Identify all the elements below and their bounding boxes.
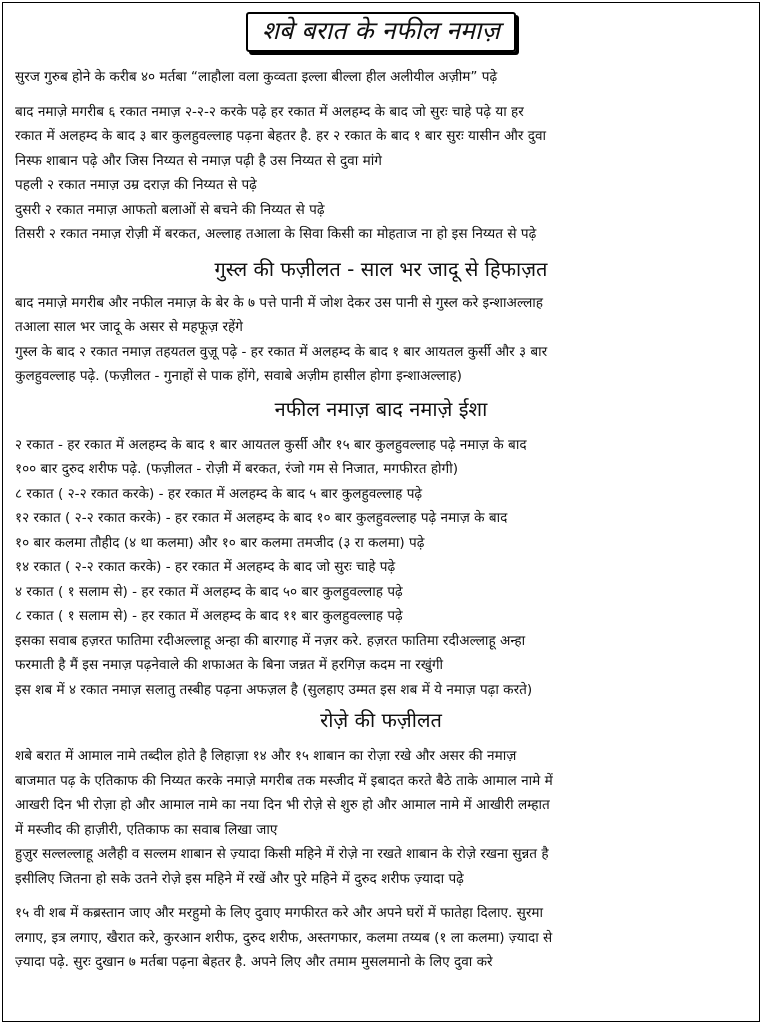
text-line: सुरज गुरुब होने के करीब ४० मर्तबा “लाहौला वला कुव्वता इल्ला बील्ला हील अलीयील अज़ीम” पढ़े: [15, 69, 498, 85]
text-line: रकात में अलहम्द के बाद ३ बार कुलहुवल्लाह पढ़ना बेहतर है. हर २ रकात के बाद १ बार सुरः यासीन और दुवा: [15, 128, 547, 144]
intro-paragraph: [3, 65, 759, 90]
text-line: १२ रकात ( २-२ रकात करके) - हर रकात में अलहम्द के बाद १० बार कुलहुवल्लाह पढ़े नमाज़ के बाद: [15, 510, 508, 526]
text-line: १०० बार दुरुद शरीफ पढ़े. (फज़ीलत - रोज़ी में बरकत, रंजो गम से निजात, मगफीरत होगी): [15, 461, 459, 477]
text-line: इसीलिए जितना हो सके उतने रोज़े इस महिने में रखें और पुरे महिने में दुरुद शरीफ ज़्यादा पढ़े: [15, 870, 464, 887]
ghusl-paragraph: [3, 291, 759, 389]
text-line: दुसरी २ रकात नमाज़ आफतो बलाओं से बचने की निय्यत से पढ़े: [15, 201, 325, 218]
text-line: २ रकात - हर रकात में अलहम्द के बाद १ बार आयतल कुर्सी और १५ बार कुलहुवल्लाह पढ़े नमाज़ के बाद: [15, 436, 527, 453]
text-line: ८ रकात ( १ सलाम से) - हर रकात में अलहम्द के बाद ११ बार कुलहुवल्लाह पढ़े: [15, 608, 403, 624]
text-line: ८ रकात ( २-२ रकात करके) - हर रकात में अलहम्द के बाद ५ बार कुलहुवल्लाह पढ़े: [15, 485, 423, 502]
text-line: पहली २ रकात नमाज़ उम्र दराज़ की निय्यत से पढ़े: [15, 177, 257, 193]
text-line: निस्फ शाबान पढ़े और जिस निय्यत से नमाज़ पढ़ी है उस निय्यत से दुवा मांगे: [15, 152, 382, 169]
text-line: बाद नमाज़े मगरीब और नफील नमाज़ के बेर के ७ पत्ते पानी में जोश देकर उस पानी से गुस्ल करे इन्शाअल्लाह: [15, 294, 544, 311]
text-line: ज़्यादा पढ़े. सुरः दुखान ७ मर्तबा पढ़ना बेहतर है. अपने लिए और तमाम मुसलमानो के लिए दुवा करे: [15, 954, 493, 970]
text-line: १५ वी शब में कब्रस्तान जाए और मरहुमो के लिए दुवाए मगफीरत करे और अपने घरों में फातेहा दिलाए. सुरमा: [15, 905, 544, 921]
ghusl-heading: गुस्ल की फज़ीलत - साल भर जादू से हिफाज़त: [214, 256, 548, 281]
text-line: इसका सवाब हज़रत फातिमा रदीअल्लाहू अन्हा की बारगाह में नज़र करे. हज़रत फातिमा रदीअल्लाहू अन्हा: [15, 632, 526, 649]
text-line: कुलहुवल्लाह पढ़े. (फज़ीलत - गुनाहों से पाक होंगे, सवाबे अज़ीम हासील होगा इन्शाअल्लाह): [15, 368, 462, 384]
fifteenth-night-paragraph: [3, 901, 759, 975]
roza-heading: रोज़े की फज़ीलत: [320, 708, 442, 732]
text-line: गुस्ल के बाद २ रकात नमाज़ तहयतल वुज़ू पढ़े - हर रकात में अलहम्द के बाद १ बार आयतल कुर्सी और ३ बार: [15, 343, 548, 360]
text-line: आखरी दिन भी रोज़ा हो और आमाल नामे का नया दिन भी रोज़े से शुरु हो और आमाल नामे में आखीरी लम्हात: [15, 797, 550, 813]
text-line: लगाए, इत्र लगाए, खैरात करे, कुरआन शरीफ, दुरुद शरीफ, अस्तगफार, कलमा तय्यब (१ ला कलमा) ज़्यादा से: [15, 929, 553, 946]
text-line: बाद नमाज़े मगरीब ६ रकात नमाज़ २-२-२ करके पढ़े हर रकात में अलहम्द के बाद जो सुरः चाहे पढ़े या हर: [15, 103, 524, 120]
document-page: [2, 2, 760, 1022]
nafil-after-maghrib-paragraph: [3, 100, 759, 247]
text-line: में मस्जीद की हाज़ीरी, एतिकाफ का सवाब लिखा जाए: [15, 821, 278, 838]
text-line: इस शब में ४ रकात नमाज़ सलातु तस्बीह पढ़ना अफज़ल है (सुलहाए उम्मत इस शब में ये नमाज़ पढ़ा करते): [15, 681, 533, 698]
text-line: बाजमात पढ़ के एतिकाफ की निय्यत करके नमाज़े मगरीब तक मस्जीद में इबादत करते बैठे ताके आमाल नामे में: [15, 772, 553, 789]
text-line: १४ रकात ( २-२ रकात करके) - हर रकात में अलहम्द के बाद जो सुरः चाहे पढ़े: [15, 559, 396, 575]
page-title: शबे बरात के नफील नमाज़: [246, 12, 516, 52]
text-line: फरमाती है मैं इस नमाज़ पढ़नेवाले की शफाअत के बिना जन्नत में हरगिज़ कदम ना रखुंगी: [15, 657, 444, 673]
text-line: शबे बरात में आमाल नामे तब्दील होते है लिहाज़ा १४ और १५ शाबान का रोज़ा रखे और असर की नमाज़: [15, 748, 517, 764]
title-area: [3, 3, 759, 53]
isha-nafil-paragraph: [3, 433, 759, 703]
text-line: ४ रकात ( १ सलाम से) - हर रकात में अलहम्द के बाद ५० बार कुलहुवल्लाह पढ़े: [15, 583, 403, 600]
roza-paragraph: [3, 744, 759, 891]
isha-nafil-heading: नफील नमाज़ बाद नमाज़े ईशा: [274, 396, 488, 421]
text-line: हुज़ुर सल्लल्लाहू अलैही व सल्लम शाबान से ज़्यादा किसी महिने में रोज़े ना रखते शाबान के रोज़े रखना सुन्नत है: [15, 846, 549, 862]
text-line: १० बार कलमा तौहीद (४ था कलमा) और १० बार कलमा तमजीद (३ रा कलमा) पढ़े: [15, 534, 425, 551]
text-line: तिसरी २ रकात नमाज़ रोज़ी में बरकत, अल्लाह तआला के सिवा किसी का मोहताज ना हो इस निय्यत से पढ़े: [15, 226, 537, 242]
text-line: तआला साल भर जादू के असर से महफूज़ रहेंगे: [15, 319, 243, 335]
